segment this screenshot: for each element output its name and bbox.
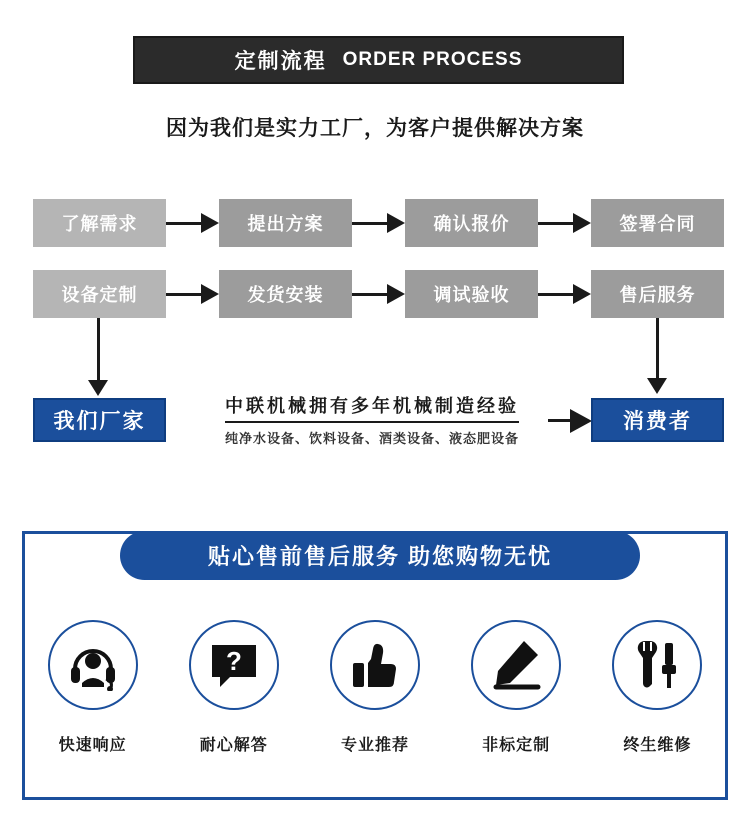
flow-arrow-stem-1 (166, 222, 201, 225)
service-item-2-label: 耐心解答 (199, 737, 268, 754)
flow-step-3 (405, 199, 538, 247)
consumer-box (591, 398, 724, 442)
flow-arrow-7 (573, 284, 591, 304)
flow-step-2-label: 提出方案 (247, 214, 324, 234)
flow-arrow-stem-7 (538, 293, 573, 296)
flow-step-4-label: 签署合同 (619, 214, 696, 234)
flow-step-5 (33, 270, 166, 318)
service-item-5 (597, 620, 717, 755)
service-panel-title (120, 531, 640, 580)
service-item-5-label: 终生维修 (623, 737, 692, 754)
flow-arrow-6 (387, 284, 405, 304)
flow-step-5-label: 设备定制 (61, 285, 138, 305)
company-claim-line1: 中联机械拥有多年机械制造经验 (225, 392, 519, 423)
flow-step-2 (219, 199, 352, 247)
flow-step-8 (591, 270, 724, 318)
service-item-3 (315, 620, 435, 755)
factory-label: 我们厂家 (53, 410, 146, 433)
flow-step-4 (591, 199, 724, 247)
service-item-4-label: 非标定制 (482, 737, 551, 754)
consumer-label: 消费者 (623, 410, 692, 433)
flow-step-7 (405, 270, 538, 318)
flow-step-3-label: 确认报价 (433, 214, 510, 234)
company-claim-line2: 纯净水设备、饮料设备、酒类设备、液态肥设备 (224, 431, 519, 446)
connector-down-left (97, 318, 100, 346)
flow-arrow-1 (201, 213, 219, 233)
flow-step-1 (33, 199, 166, 247)
question-bubble-icon (189, 620, 279, 710)
service-item-1 (33, 620, 153, 755)
service-item-3-label: 专业推荐 (340, 737, 409, 754)
headset-icon (48, 620, 138, 710)
flow-arrow-2 (387, 213, 405, 233)
header-banner (133, 36, 624, 84)
flow-arrow-stem-3 (538, 222, 573, 225)
header-title-en: ORDER PROCESS (342, 49, 523, 70)
svg-text:?: ? (225, 646, 242, 676)
flow-step-6 (219, 270, 352, 318)
service-item-4 (456, 620, 576, 755)
company-claim (186, 392, 558, 447)
flow-arrow-stem-5 (166, 293, 201, 296)
factory-box (33, 398, 166, 442)
flow-step-6-label: 发货安装 (247, 285, 324, 305)
flow-step-8-label: 售后服务 (619, 285, 696, 305)
thumbs-up-icon (330, 620, 420, 710)
wrench-screwdriver-icon (612, 620, 702, 710)
flow-arrow-stem-6 (352, 293, 387, 296)
service-panel-title-label: 贴心售前售后服务 助您购物无忧 (207, 544, 553, 569)
connector-arrow-down-right (647, 378, 667, 394)
flow-arrow-3 (573, 213, 591, 233)
flow-arrow-stem-2 (352, 222, 387, 225)
connector-down-right (656, 318, 659, 380)
flow-step-7-label: 调试验收 (433, 285, 510, 305)
flow-step-1-label: 了解需求 (61, 214, 138, 234)
service-item-list (22, 620, 728, 755)
header-title-cn: 定制流程 (234, 50, 327, 73)
service-item-2 (174, 620, 294, 755)
connector-down-left-2 (97, 344, 100, 382)
consumer-arrow (570, 409, 592, 433)
page-subtitle: 因为我们是实力工厂，为客户提供解决方案 (166, 117, 584, 140)
connector-arrow-down-left (88, 380, 108, 396)
service-item-1-label: 快速响应 (58, 737, 127, 754)
pencil-icon (471, 620, 561, 710)
flow-arrow-5 (201, 284, 219, 304)
